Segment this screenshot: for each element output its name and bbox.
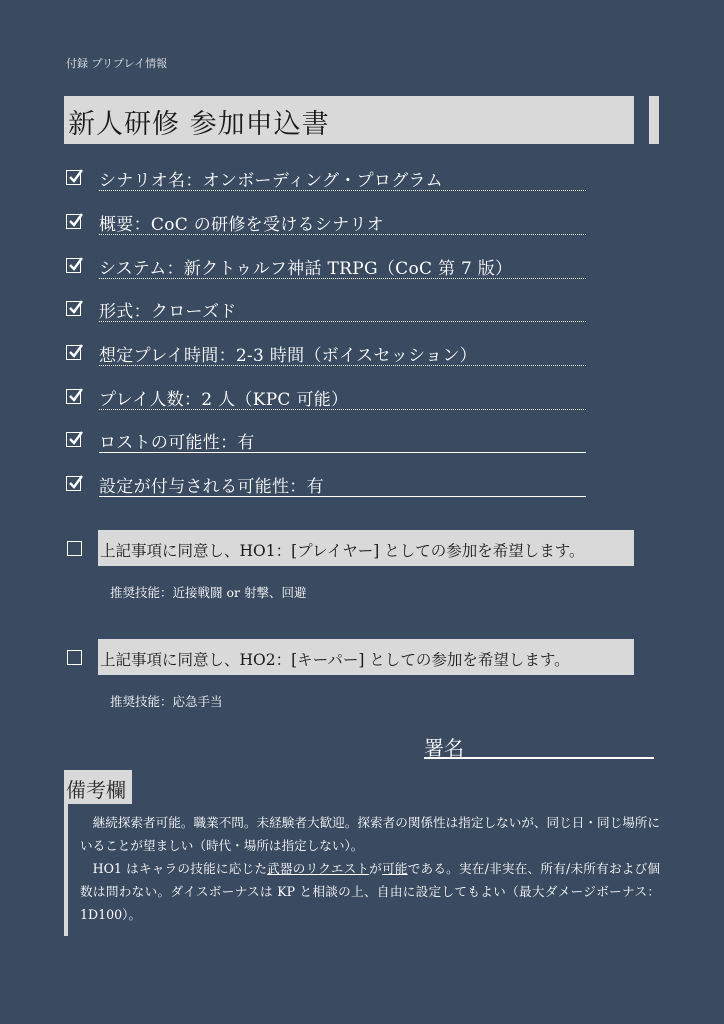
ho1-recommended-skills: 推奨技能：近接戦闘 or 射撃、回避 — [110, 585, 307, 600]
form-title: 新人研修 参加申込書 — [68, 109, 330, 140]
remarks-text: が — [369, 861, 383, 876]
checked-checkbox-icon[interactable] — [66, 258, 81, 273]
checklist-item-label: プレイ人数：2 人（KPC 可能） — [99, 390, 349, 410]
title-accent-bar — [649, 96, 659, 144]
ho2-agreement-text: 上記事項に同意し、HO2：[キーパー] としての参加を希望します。 — [100, 651, 570, 669]
ho2-recommended-skills: 推奨技能：応急手当 — [110, 694, 223, 709]
form-title-bar — [64, 96, 634, 144]
checklist-item-label: ロストの可能性：有 — [99, 433, 255, 453]
dotted-underline — [99, 234, 586, 235]
checked-checkbox-icon[interactable] — [66, 432, 81, 447]
remarks-paragraph-2 — [80, 857, 660, 926]
remarks-side-bar — [64, 804, 68, 936]
ho1-agreement-box — [98, 530, 634, 566]
appendix-label: 付録 プリプレイ情報 — [66, 57, 168, 70]
ho1-agreement-text: 上記事項に同意し、HO1：[プレイヤー] としての参加を希望します。 — [100, 542, 585, 560]
dotted-underline — [99, 190, 586, 191]
checklist-item-label: 概要：CoC の研修を受けるシナリオ — [99, 215, 384, 235]
checked-checkbox-icon[interactable] — [66, 389, 81, 404]
dotted-underline — [99, 321, 586, 322]
checked-checkbox-icon[interactable] — [66, 345, 81, 360]
checklist-item-label: 形式：クローズド — [99, 302, 237, 322]
remarks-title: 備考欄 — [66, 778, 126, 802]
dotted-underline — [99, 409, 586, 410]
dotted-underline — [99, 365, 586, 366]
checklist-item-label: 設定が付与される可能性：有 — [99, 477, 324, 497]
checklist-item-label: シナリオ名：オンボーディング・プログラム — [99, 171, 443, 191]
checklist-item-label: システム：新クトゥルフ神話 TRPG（CoC 第 7 版） — [99, 259, 513, 279]
checklist-item-label: 想定プレイ時間：2-3 時間（ボイスセッション） — [99, 346, 477, 366]
ho2-agreement-box — [98, 639, 634, 675]
underlined-text: 可能 — [382, 861, 408, 876]
signature-line[interactable] — [424, 757, 654, 759]
remarks-text: HO1 はキャラの技能に応じた — [92, 861, 268, 876]
ho2-agree-checkbox[interactable] — [67, 650, 82, 665]
checked-checkbox-icon[interactable] — [66, 476, 81, 491]
solid-underline — [99, 452, 586, 453]
checked-checkbox-icon[interactable] — [66, 214, 81, 229]
checked-checkbox-icon[interactable] — [66, 301, 81, 316]
underlined-text: 武器のリクエスト — [267, 861, 370, 876]
remarks-paragraph-1: 継続探索者可能。職業不問。未経験者大歓迎。探索者の関係性は指定しないが、同じ日・同じ場所にいることが望ましい（時代・場所は指定しない）。 — [80, 815, 660, 853]
signature-label: 署名 — [424, 736, 464, 760]
remarks-title-box — [64, 770, 132, 804]
checked-checkbox-icon[interactable] — [66, 170, 81, 185]
remarks-body — [80, 811, 660, 926]
dotted-underline — [99, 278, 586, 279]
ho1-agree-checkbox[interactable] — [67, 541, 82, 556]
solid-underline — [99, 496, 586, 497]
remarks-text: である。実在/非実在、所有/未所有および個数は問わない。ダイスボーナスは KP と相談の上、自由に設定してもよい（最大ダメージボーナス：1D100）。 — [80, 861, 660, 922]
